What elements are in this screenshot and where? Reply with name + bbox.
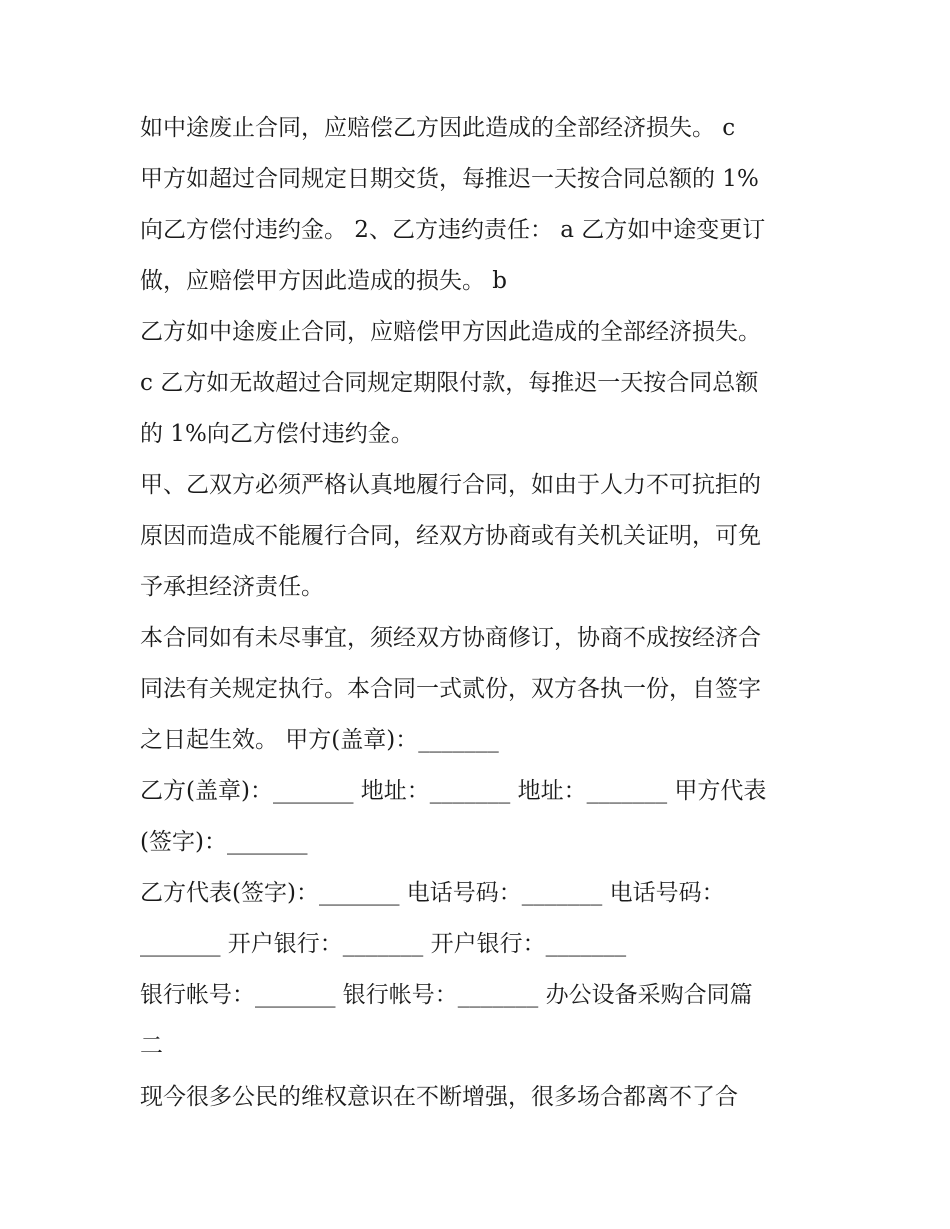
- text-line: _______ 开户银行：_______ 开户银行：_______: [140, 931, 627, 957]
- text-line: 银行帐号：_______ 银行帐号：_______ 办公设备采购合同篇: [140, 982, 753, 1008]
- text-line: 予承担经济责任。: [140, 574, 324, 600]
- text-line: 的 1%向乙方偿付违约金。: [140, 421, 414, 447]
- text-line: 如中途废止合同，应赔偿乙方因此造成的全部经济损失。 c: [140, 115, 736, 141]
- text-line: 二: [140, 1033, 163, 1059]
- text-line: (签字)：_______: [140, 829, 308, 855]
- text-line: 做，应赔偿甲方因此造成的损失。 b: [140, 268, 508, 294]
- text-line: 乙方(盖章)：_______ 地址：_______ 地址：_______ 甲方代表: [140, 778, 767, 804]
- text-line: 之日起生效。 甲方(盖章)：_______: [140, 727, 499, 753]
- text-line: 向乙方偿付违约金。 2、乙方违约责任： a 乙方如中途变更订: [140, 217, 766, 243]
- text-line: 现今很多公民的维权意识在不断增强，很多场合都离不了合: [140, 1084, 738, 1110]
- text-line: 同法有关规定执行。本合同一式贰份，双方各执一份，自签字: [140, 676, 761, 702]
- text-line: 本合同如有未尽事宜，须经双方协商修订，协商不成按经济合: [140, 625, 761, 651]
- text-line: 原因而造成不能履行合同，经双方协商或有关机关证明，可免: [140, 523, 761, 549]
- text-line: 甲、乙双方必须严格认真地履行合同，如由于人力不可抗拒的: [140, 472, 761, 498]
- document-body: [140, 103, 820, 1123]
- text-line: 乙方代表(签字)：_______ 电话号码：_______ 电话号码：: [140, 880, 725, 906]
- text-line: 甲方如超过合同规定日期交货，每推迟一天按合同总额的 1%: [140, 166, 759, 192]
- text-line: 乙方如中途废止合同，应赔偿甲方因此造成的全部经济损失。: [140, 319, 761, 345]
- text-line: c 乙方如无故超过合同规定期限付款，每推迟一天按合同总额: [140, 370, 759, 396]
